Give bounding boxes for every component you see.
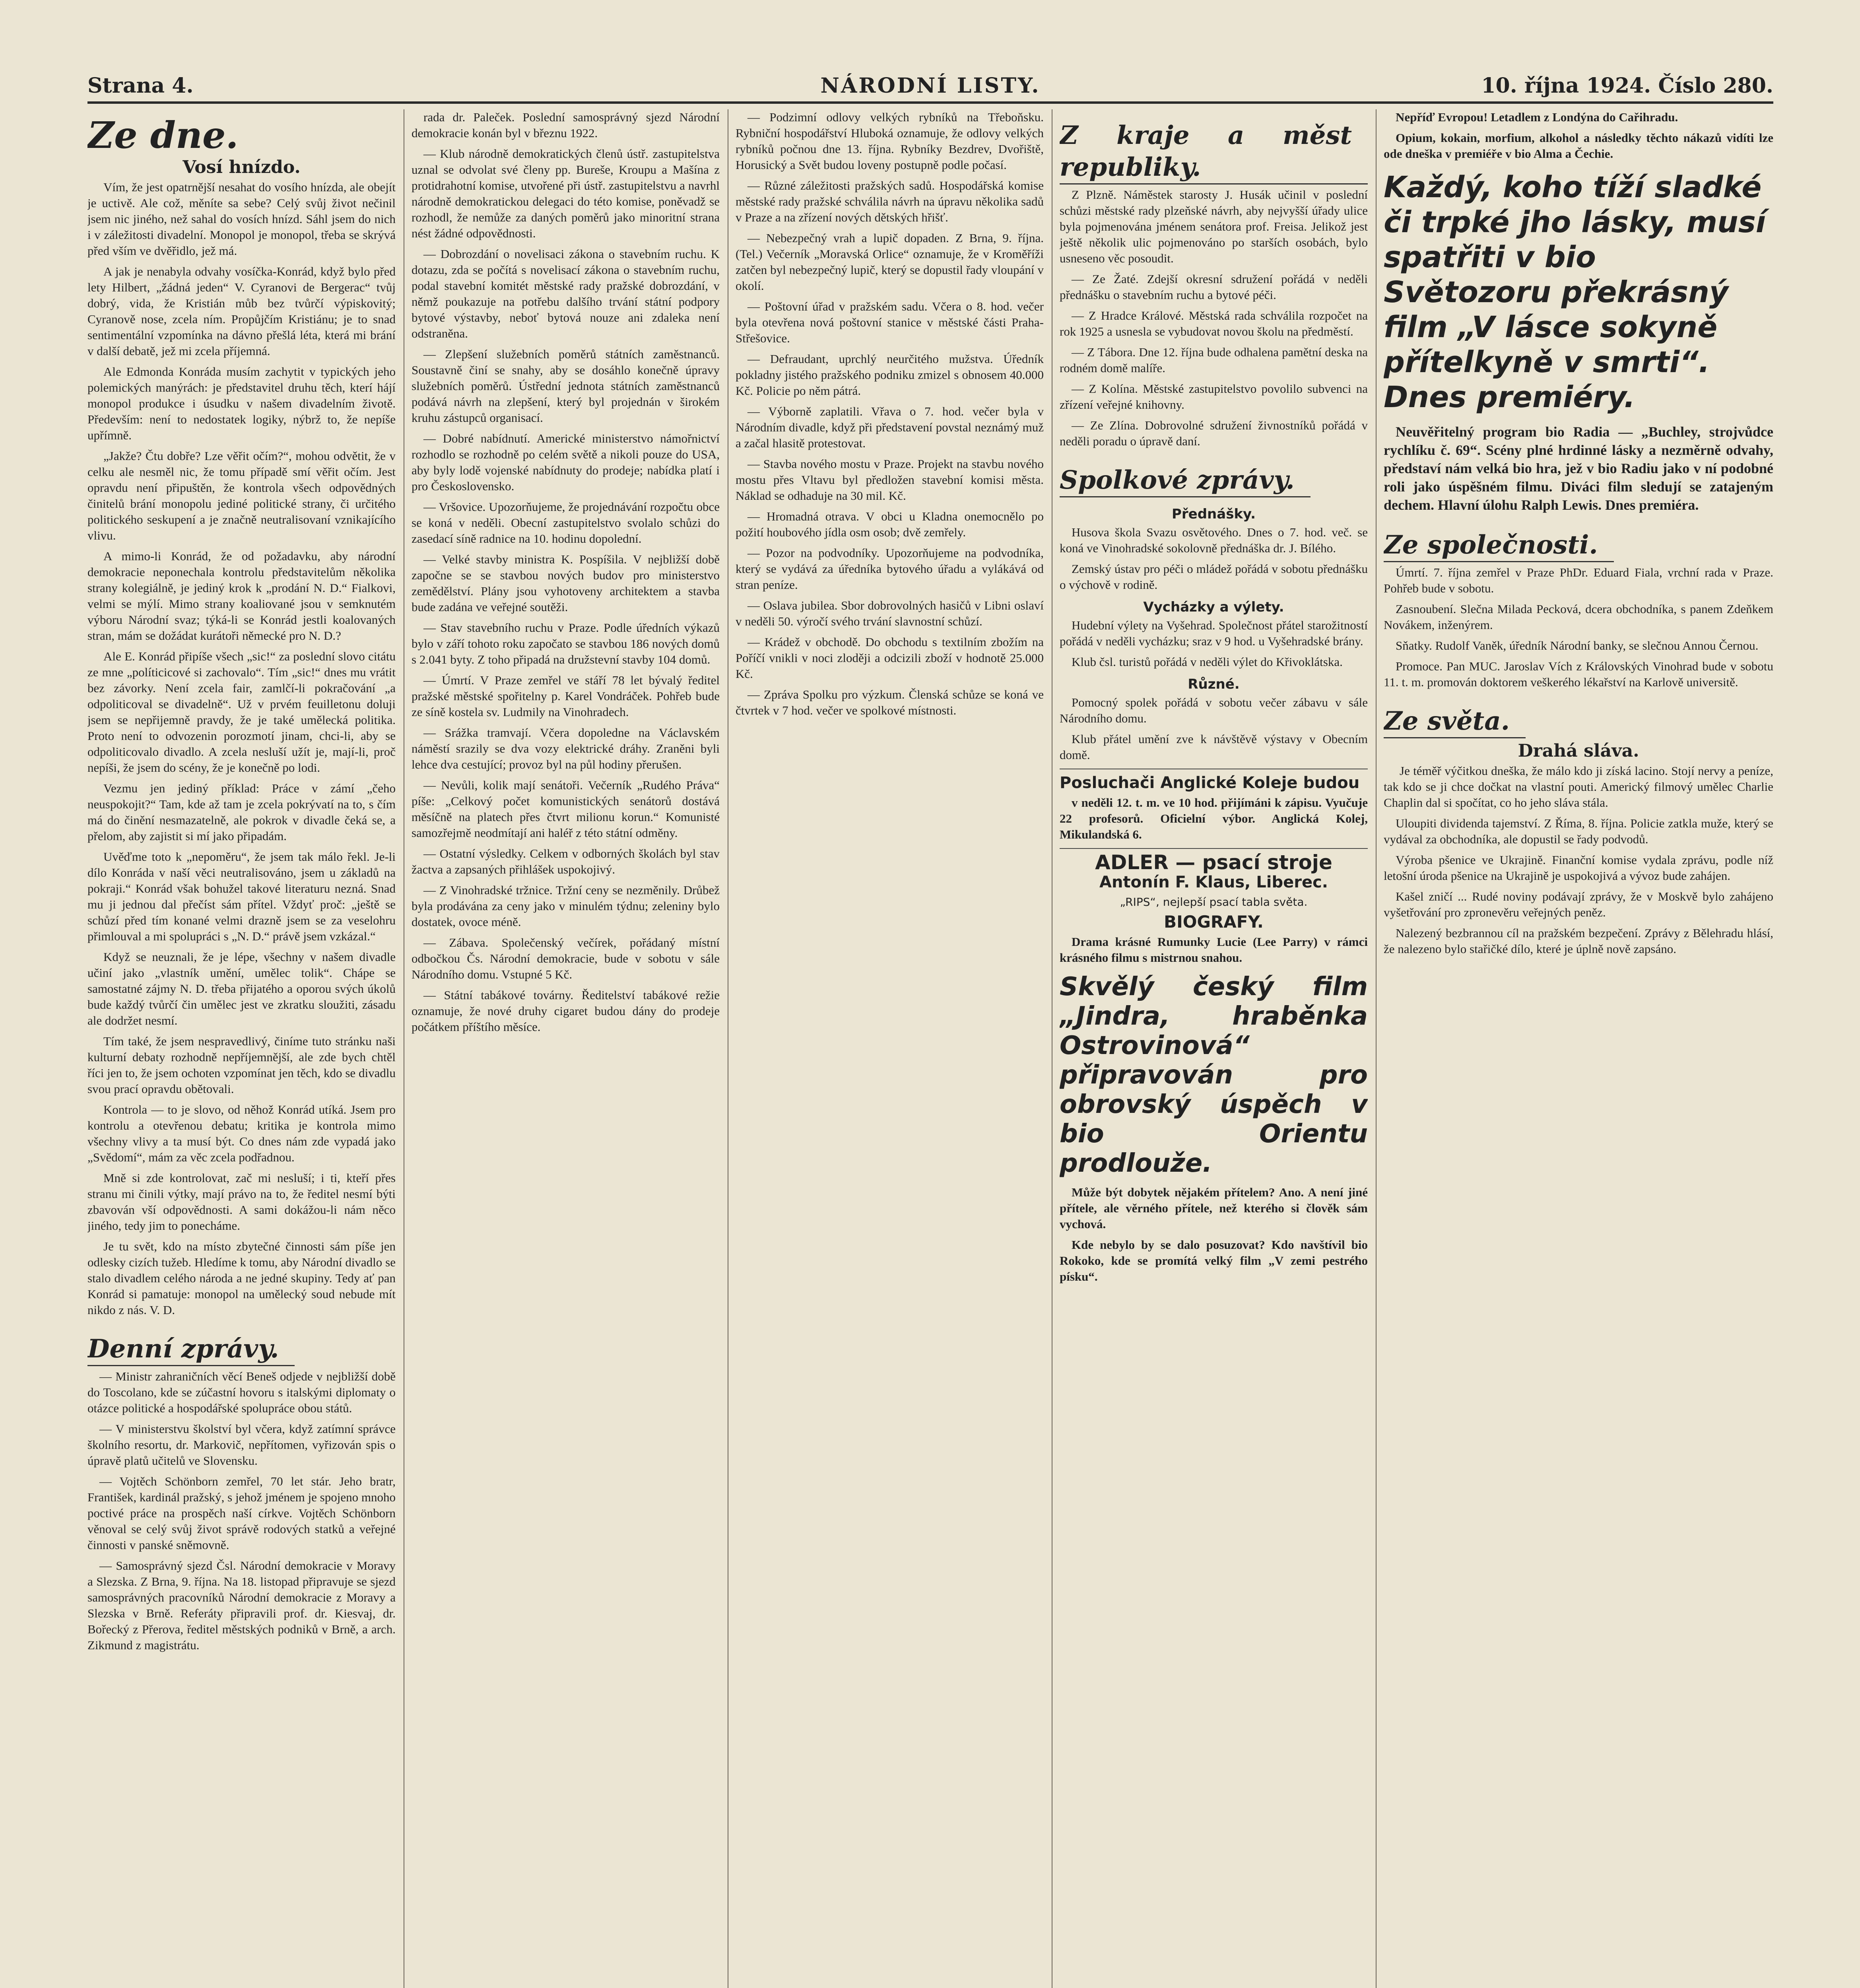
news-item: Klub přátel umění zve k návštěvě výstavy v Obecním domě.: [1060, 732, 1368, 762]
column-2: [412, 109, 720, 1988]
page-label: Strana 4.: [87, 74, 194, 98]
ad-rips: „RIPS“, nejlepší psací tabla světa.: [1120, 895, 1308, 909]
news-item: — Stav stavebního ruchu v Praze. Podle úředních výkazů bylo v září tohoto roku započato se stavbou 186 nových domů s 2.041 byty. Z toho připadá na družstevní stavby 104 domů.: [412, 621, 720, 666]
paragraph: Kontrola — to je slovo, od něhož Konrád utíká. Jsem pro kontrolu a otevřenou debatu; kritika je kontrola mimo všechny vlivy a ta musí být. Co dnes nám zde vypadá jako „Svědomí“, mám za věc zcela podřadnou.: [87, 1103, 396, 1164]
divider: [1060, 848, 1368, 849]
paragraph: Je tu svět, kdo na místo zbytečné činnosti sám píše jen odlesky cizích tužeb. Hledíme k tomu, aby Národní divadlo se stalo divadlem celého národa a ne jedné skupiny. Tedy ať pan Konrád si pamatuje: monopol na umělecký soud nebude mít nikdo z nás. V. D.: [87, 1239, 396, 1317]
paragraph: Když se neuznali, že je lépe, všechny v našem divadle učiní jako „vlastník umění, umělec tolik“. Chápe se samostatné zájmy N. D. třeba přijatého a oporou svých úkolů bude každý tvůrčí čin umělec jest ve zkratku sloužiti, zásadu ale dodržet nesmí.: [87, 950, 396, 1027]
news-item: Z Plzně. Náměstek starosty J. Husák učinil v poslední schůzi městské rady plzeňské návrh, aby nejvyšší úřady ulice byla pojmenována jménem senátora prof. Freisa. Jelikož jest ještě několik ulic pojmenováno po starších osobách, bylo usneseno věc posoudit.: [1060, 188, 1368, 265]
news-item: — Z Tábora. Dne 12. října bude odhalena pamětní deska na rodném domě malíře.: [1060, 345, 1368, 375]
section-title-z-kraje: Z kraje a měst republiky.: [1060, 120, 1368, 184]
section-title-ze-sveta: Ze světa.: [1384, 705, 1526, 738]
news-item: — Ze Zlína. Dobrovolné sdružení živnostníků pořádá v neděli poradu o úpravě daní.: [1060, 418, 1368, 448]
news-item: — Úmrtí. V Praze zemřel ve stáří 78 let bývalý ředitel pražské městské spořitelny p. Karel Vondráček. Pohřeb bude ze síně kostela sv. Ludmily na Vinohradech.: [412, 673, 720, 719]
news-item: — Dobré nabídnutí. Americké ministerstvo námořnictví rozhodlo se rozhodně po celém světě a nikoli pouze do USA, aby byly lodě vojenské nabídnuty do prodeje; nabídka platí i pro Československo.: [412, 431, 720, 493]
paragraph: Vezmu jen jediný příklad: Práce v zámí „čeho neuspokojit?“ Tam, kde až tam je zcela pokrývatí na to, s čím má do činění nesmazatelně, ale pokrok v divadle čeká se, a přelom, aby zajistit si mí jako připadám.: [87, 781, 396, 843]
news-item: rada dr. Paleček. Poslední samosprávný sjezd Národní demokracie konán byl v březnu 1922.: [412, 110, 720, 140]
news-item: Kde nebylo by se dalo posuzovat? Kdo navštívil bio Rokoko, kde se promítá velký film „V zemi pestrého písku“.: [1060, 1238, 1368, 1283]
section-title-ze-spolecnosti: Ze společnosti.: [1384, 529, 1614, 562]
news-item: Nepříď Evropou! Letadlem z Londýna do Cařihradu.: [1396, 110, 1678, 124]
news-item: — Z Vinohradské tržnice. Tržní ceny se nezměnily. Drůbež byla prodávána za ceny jako v minulém týdnu; zeleniny bylo dostatek, ovoce méně.: [412, 883, 720, 929]
news-item: — Dobrozdání o novelisaci zákona o stavebním ruchu. K dotazu, zda se počítá s novelisací zákona o stavebním ruchu, podal stavební komitét městské rady pražské dobrozdání, v němž poukazuje na potřebu dalšího trvání státní podpory bytové výstavby, neboť bytová nouze ani zdaleka není odstraněna.: [412, 247, 720, 340]
news-item: — Ze Žaté. Zdejší okresní sdružení pořádá v neděli přednášku o stavebním ruchu a bytové péči.: [1060, 272, 1368, 302]
news-item: — Z Kolína. Městské zastupitelstvo povolilo subvenci na zřízení veřejné knihovny.: [1060, 382, 1368, 412]
ad-adler-sub: Antonín F. Klaus, Liberec.: [1099, 873, 1328, 891]
news-item: Výroba pšenice ve Ukrajině. Finanční komise vydala zprávu, podle níž letošní úroda pšenice na Ukrajině je uspokojivá a vývoz bude zahájen.: [1384, 853, 1773, 883]
news-item: Klub čsl. turistů pořádá v neděli výlet do Křivoklátska.: [1072, 655, 1343, 669]
news-item: — Poštovní úřad v pražském sadu. Včera o 8. hod. večer byla otevřena nová poštovní stanice v městské části Praha-Střešovice.: [736, 299, 1044, 345]
paragraph: Ale E. Konrád připíše všech „sic!“ za poslední slovo citátu ze mne „políticicové si zachovalo“. Tím „sic!“ dnes mu vrátit bez závorky. Není zcela fair, zamlčí-li pokračování „a odpoliticoval se divadelně“. Už v prvém feuilletonu doluji jsem se nepřijemně pravdy, že je také umělecká politika. Proto není to odvozenin porozmotí jinam, chci-li, aby se odpoliticovalo divadlo. A zcela nesluší užít je, mají-li, proč nepíši, že jsem do scény, že je konečně po lodi.: [87, 649, 396, 775]
paragraph: Vím, že jest opatrnější nesahat do vosího hnízda, ale obejít je uctivě. Ale což, měníte sa sebe? Celý svůj život nečinil jsem nic jiného, než sahal do vosích hnízd. Sáhl jsem do nich i v záležitosti divadelní. Monopol je monopol, třeba se skrývá před vším ve dvěřidlo, jež má.: [87, 180, 396, 258]
news-item: Zemský ústav pro péči o mládež pořádá v sobotu přednášku o výchově v rodině.: [1060, 562, 1368, 592]
paragraph: A jak je nenabyla odvahy vosíčka-Konrád, když bylo před lety Hilbert, „žádná jeden“ V. Cyranovi de Bergerac“ tvůj dobrý, vida, že Kristián můb bez tvůrčí výpiskovitý; Cyranově nose, zcela ním. Propůjčím Kristiánu; je to snad sentimentální vzpomínka na dávno přešlá léta, která mi brání v další debatě, jež mi zcela příjemná.: [87, 264, 396, 358]
ad-svetozor-film: Každý, koho tíží sladké či trpké jho lásky, musí spatřiti v bio Světozoru překrásný film „V lásce sokyně přítelkyně v smrti“. Dnes premiéry.: [1384, 170, 1766, 414]
news-item: — Výborně zaplatili. Vřava o 7. hod. večer byla v Národním divadle, když při představení povstal neznámý muž a začal hlasitě protestovat.: [736, 404, 1044, 450]
news-item: — Velké stavby ministra K. Pospíšila. V nejbližší době započne se se stavbou nových budov pro ministerstvo zemědělství. Plány jsou vyhotoveny architektem a stavba bude zadána ve veřejné soutěži.: [412, 552, 720, 614]
section-title-spolkove-zpravy: Spolkové zprávy.: [1060, 464, 1311, 497]
ad-adler-title: ADLER — psací stroje: [1095, 851, 1332, 874]
news-item: — V ministerstvu školství byl včera, když zatímní správce školního resortu, dr. Markovič, nepřítomen, vyřizován spis o úpravě platů učitelů ve Slovensku.: [87, 1422, 396, 1468]
paragraph: Je téměř výčitkou dneška, že málo kdo ji získá lacino. Stojí nervy a peníze, tak kdo se ji chce dočkat na vlastní pouti. Americký filmový umělec Charlie Chaplin dal si spočítat, co ho jeho sláva stála.: [1384, 764, 1773, 810]
paragraph: A mimo-li Konrád, že od požadavku, aby národní demokracie neponechala kontrolu představitelům několika strany kolegiálně, je jediný krok k „prodání N. D.“ Fialkovi, velmi se mýlí. Mimo strany koaliované jsou v semknutém výboru Národní svaz; týká-li se Konrád jestli koalovaných stran, mám se dožádat kurátoři německé pro N. D.?: [87, 549, 396, 643]
social-item: Promoce. Pan MUC. Jaroslav Vích z Královských Vinohrad bude v sobotu 11. t. m. promován doktorem veškerého lékařství na Karlově universitě.: [1384, 659, 1773, 689]
ad-anglicka-kolej-text: v neděli 12. t. m. ve 10 hod. přijímáni k zápisu. Vyučuje 22 profesorů. Oficielní výbor. Anglická Kolej, Mikulandská 6.: [1060, 796, 1368, 841]
news-item: — Hromadná otrava. V obci u Kladna onemocnělo po požití houbového jídla osm osob; dvě zemřely.: [736, 509, 1044, 539]
date-issue: 10. října 1924. Číslo 280.: [1481, 74, 1773, 98]
paragraph: Tím také, že jsem nespravedlivý, činíme tuto stránku naši kulturní debaty rozhodně nepříjemnější, ale zde bych chtěl říci jen to, že jsem ochoten vzpomínat jen těch, kdo se divadlu svou prací opravdu obětovali.: [87, 1034, 396, 1096]
news-item: — Ministr zahraničních věcí Beneš odjede v nejbližší době do Toscolano, kde se zúčastní hovoru s italskými diplomaty o otázce politické a hospodářské spolupráce obou států.: [87, 1369, 396, 1415]
news-item: — Státní tabákové továrny. Ředitelství tabákové režie oznamuje, že nové druhy cigaret budou dány do prodeje počátkem příštího měsíce.: [412, 988, 720, 1034]
section-title-denni-zpravy: Denní zprávy.: [87, 1333, 295, 1366]
news-item: — Zpráva Spolku pro výzkum. Členská schůze se koná ve čtvrtek v 7 hod. večer ve spolkové místnosti.: [736, 687, 1044, 717]
news-item: — Klub národně demokratických členů ústř. zastupitelstva uznal se odvolat své členy pp. Bureše, Kroupu a Mašína z protidrahotní komise, utvořené při ústř. zastupitelstvu a navrhl národně demokratickou delegaci do této komise, poněvadž se rozhodl, že nemůže za daných poměrů jako minoritní strana nést žádné odpovědnosti.: [412, 147, 720, 240]
news-item: Kašel zničí ... Rudé noviny podávají zprávy, že v Moskvě bylo zahájeno vyšetřování pro zpronevěru veřejných peněz.: [1384, 889, 1773, 919]
news-item: — Pozor na podvodníky. Upozorňujeme na podvodníka, který se vydává za úředníka bytového úřadu a vylákává od stran peníze.: [736, 546, 1044, 592]
ad-biografy-title: BIOGRAFY.: [1164, 912, 1264, 932]
news-item: Opium, kokain, morfium, alkohol a následky těchto nákazů vidíti lze ode dneška v premiéře v bio Alma a Čechie.: [1384, 131, 1773, 161]
column-5: [1384, 109, 1773, 1988]
paragraph: Mně si zde kontrolovat, zač mi nesluší; i ti, kteří přes stranu mi činili výtky, mají právo na to, že ředitel nesmí býti zbavován vší odpovědnosti. A sami dokážou-li nám něco jiného, tedy jim to ponecháme.: [87, 1171, 396, 1233]
news-item: Pomocný spolek pořádá v sobotu večer zábavu v sále Národního domu.: [1060, 695, 1368, 725]
news-item: — Samosprávný sjezd Čsl. Národní demokracie v Moravy a Slezska. Z Brna, 9. října. Na 18. listopad připravuje se sjezd samosprávných pracovníků Národní demokracie z Moravy a Slezska v Brně. Referáty připravili prof. dr. Kiesvaj, dr. Bořecký z Přerova, ředitel městských podniků v Brně, a arch. Zikmund z magistrátu.: [87, 1559, 396, 1652]
subsection-vychazky: Vycházky a výlety.: [1143, 599, 1284, 615]
ad-anglicka-kolej-title: Posluchači Anglické Koleje budou: [1060, 774, 1360, 792]
news-item: — Zlepšení služebních poměrů státních zaměstnanců. Soustavně činí se snahy, aby se dosáhlo konečně úpravy služebních poměrů. Ústřední jednota státních zaměstnanců podává návrh na zlepšení, který byl projednán v širokém kruhu zástupců organisací.: [412, 347, 720, 425]
news-item: Husova škola Svazu osvětového. Dnes o 7. hod. več. se koná ve Vinohradské sokolovně přednáška dr. J. Bílého.: [1060, 525, 1368, 555]
world-headline: Drahá sláva.: [1518, 741, 1639, 761]
social-item: Zasnoubení. Slečna Milada Pecková, dcera obchodníka, s panem Zdeňkem Novákem, inženýrem.: [1384, 602, 1773, 632]
column-1: [87, 109, 396, 1988]
column-4: [1060, 109, 1368, 1988]
article-title: Vosí hnízdo.: [183, 157, 301, 177]
news-item: — Zábava. Společenský večírek, pořádaný místní odbočkou Čs. Národní demokracie, bude v sobotu v sále Národního domu. Vstupné 5 Kč.: [412, 936, 720, 981]
news-item: — Srážka tramvají. Včera dopoledne na Václavském náměstí srazily se dva vozy elektrické dráhy. Zraněni byli lehce dva cestující; provoz byl na půl hodiny přerušen.: [412, 726, 720, 771]
news-item: — Vršovice. Upozorňujeme, že projednávání rozpočtu obce se koná v neděli. Obecní zastupitelstvo svolalo schůzi do zasedací síně radnice na 10. hodinu dopolední.: [412, 500, 720, 546]
news-item: — Oslava jubilea. Sbor dobrovolných hasičů v Libni oslaví v neděli 50. výročí svého trvání slavnostní schůzí.: [736, 598, 1044, 628]
news-item: — Podzimní odlovy velkých rybníků na Třeboňsku. Rybniční hospodářství Hluboká oznamuje, že odlovy velkých rybníků počnou dne 13. října. Rybníky Bezdrev, Dvořiště, Horusický a Svět budou loveny postupně podle počasí.: [736, 110, 1044, 172]
news-item: Může být dobytek nějakém přítelem? Ano. A není jiné přítele, ale věrného přítele, než kterého si člověk sám vychová.: [1060, 1185, 1368, 1231]
news-item: — Vojtěch Schönborn zemřel, 70 let stár. Jeho bratr, František, kardinál pražský, s jehož jménem je spojeno mnoho poctivé práce na prospěch naší církve. Vojtěch Schönborn věnoval se celý svůj život správě rodových statků a veřejné činnosti v panské sněmovně.: [87, 1474, 396, 1552]
section-title-ze-dne: Ze dne.: [87, 114, 239, 157]
news-item: — Nebezpečný vrah a lupič dopaden. Z Brna, 9. října. (Tel.) Večerník „Moravská Orlice“ oznamuje, že v Kroměříži zatčen byl nebezpečný lupič, který se dopustil řady vloupání v okolí.: [736, 231, 1044, 293]
paragraph: „Jakže? Čtu dobře? Lze věřit očím?“, mohou odvětit, že v celku ale nesměl nic, že tomu případě smí věřit očím. Jest opravdu není připuštěn, že kontrola všech odpovědných činitelů brání monopolu jediné politické strany, či určitého politického seskupení a je značně neutralisovaní vznikajícího vlivu.: [87, 449, 396, 542]
ad-biografy-text: Drama krásné Rumunky Lucie (Lee Parry) v rámci krásného filmu s mistrnou snahou.: [1060, 935, 1368, 965]
ad-cesky-film: Skvělý český film „Jindra, hraběnka Ostrovinová“ připravován pro obrovský úspěch v bio Orientu prodlouže.: [1060, 972, 1368, 1178]
paragraph: Ale Edmonda Konráda musím zachytit v typických jeho polemických manýrách: je představitel druhu těch, kterí hájí monopol produkce i úsudku v našem divadelním životě. Především: není to nedostatek logiky, nýbrž to, že nepíše upřímně.: [87, 365, 396, 442]
news-item: — Stavba nového mostu v Praze. Projekt na stavbu nového mostu přes Vltavu byl předložen stavební komisi města. Náklad se odhaduje na 30 mil. Kč.: [736, 457, 1044, 503]
column-3: [736, 109, 1044, 1988]
news-item: — Ostatní výsledky. Celkem v odborných školách byl stav žactva a zapsaných přihlášek uspokojivý.: [412, 846, 720, 876]
social-item: Úmrtí. 7. října zemřel v Praze PhDr. Eduard Fiala, vrchní rada v Praze. Pohřeb bude v sobotu.: [1384, 565, 1773, 595]
paper-title: NÁRODNÍ LISTY.: [820, 74, 1041, 98]
subsection-prednasky: Přednášky.: [1171, 506, 1256, 522]
news-item: Uloupiti dividenda tajemství. Z Říma, 8. října. Policie zatkla muže, který se vydával za obchodníka, ale dopustil se řady podvodů.: [1384, 816, 1773, 846]
news-item: — Krádež v obchodě. Do obchodu s textilním zbožím na Poříčí vnikli v noci zloději a odcizili zboží v hodnotě 25.000 Kč.: [736, 635, 1044, 681]
subsection-ruzne: Různé.: [1188, 676, 1240, 692]
paragraph: Uvěďme toto k „nepoměru“, že jsem tak málo řekl. Je-li dílo Konráda v naší věci neutralisováno, jsem u základů na pokraji.“ Konrád však bohužel takové literaturu nezná. Snad mu ji jednou dal přečíst sám přítel. Vždyť proč: „ještě se schůzí před tím konané velmi drazně jsem se za veselohru přimlouval a mi spolupráci s „N. D.“ právě jsem vzkázal.“: [87, 850, 396, 943]
social-item: Sňatky. Rudolf Vaněk, úředník Národní banky, se slečnou Annou Černou.: [1396, 639, 1759, 652]
news-item: — Různé záležitosti pražských sadů. Hospodářská komise městské rady pražské schválila návrh na úpravu několika sadů v Praze a na zřízení nových dětských hřišť.: [736, 179, 1044, 224]
column-rule: [1376, 109, 1377, 1988]
ad-radio-program: Neuvěřitelný program bio Radia — „Buchley, strojvůdce rychlíku č. 69“. Scény plné hrdinné lásky a nezměrně odvahy, představí nám velká bio hra, jež v bio Radiu jako v ní podobné roli jako úspěšném filmu. Diváci film sledují se zatajeným dechem. Hlavní úlohu Ralph Lewis. Dnes premiéra.: [1384, 424, 1773, 513]
news-item: — Defraudant, uprchlý neurčitého mužstva. Úředník pokladny jistého pražského podniku zmizel s obnosem 40.000 Kč. Policie po něm pátrá.: [736, 352, 1044, 398]
news-item: Hudební výlety na Vyšehrad. Společnost přátel starožitností pořádá v neděli vycházku; sraz v 9 hod. u Vyšehradské brány.: [1060, 618, 1368, 648]
page-header: [87, 66, 1773, 104]
news-item: — Z Hradce Králové. Městská rada schválila rozpočet na rok 1925 a usnesla se vybudovat novou školu na předměstí.: [1060, 309, 1368, 338]
news-item: — Nevůli, kolik mají senátoři. Večerník „Rudého Práva“ píše: „Celkový počet komunistických senátorů dostává měsíčně na platech přes čtvrt milionu korun.“ Komunisté samozřejmě neodmítají ani haléř z této státní odměny.: [412, 778, 720, 840]
news-item: Nalezený bezbrannou cíl na pražském bezpečení. Zprávy z Bělehradu hlásí, že nalezeno bylo stařičké dílo, které je úplně nově zapsáno.: [1384, 926, 1773, 956]
